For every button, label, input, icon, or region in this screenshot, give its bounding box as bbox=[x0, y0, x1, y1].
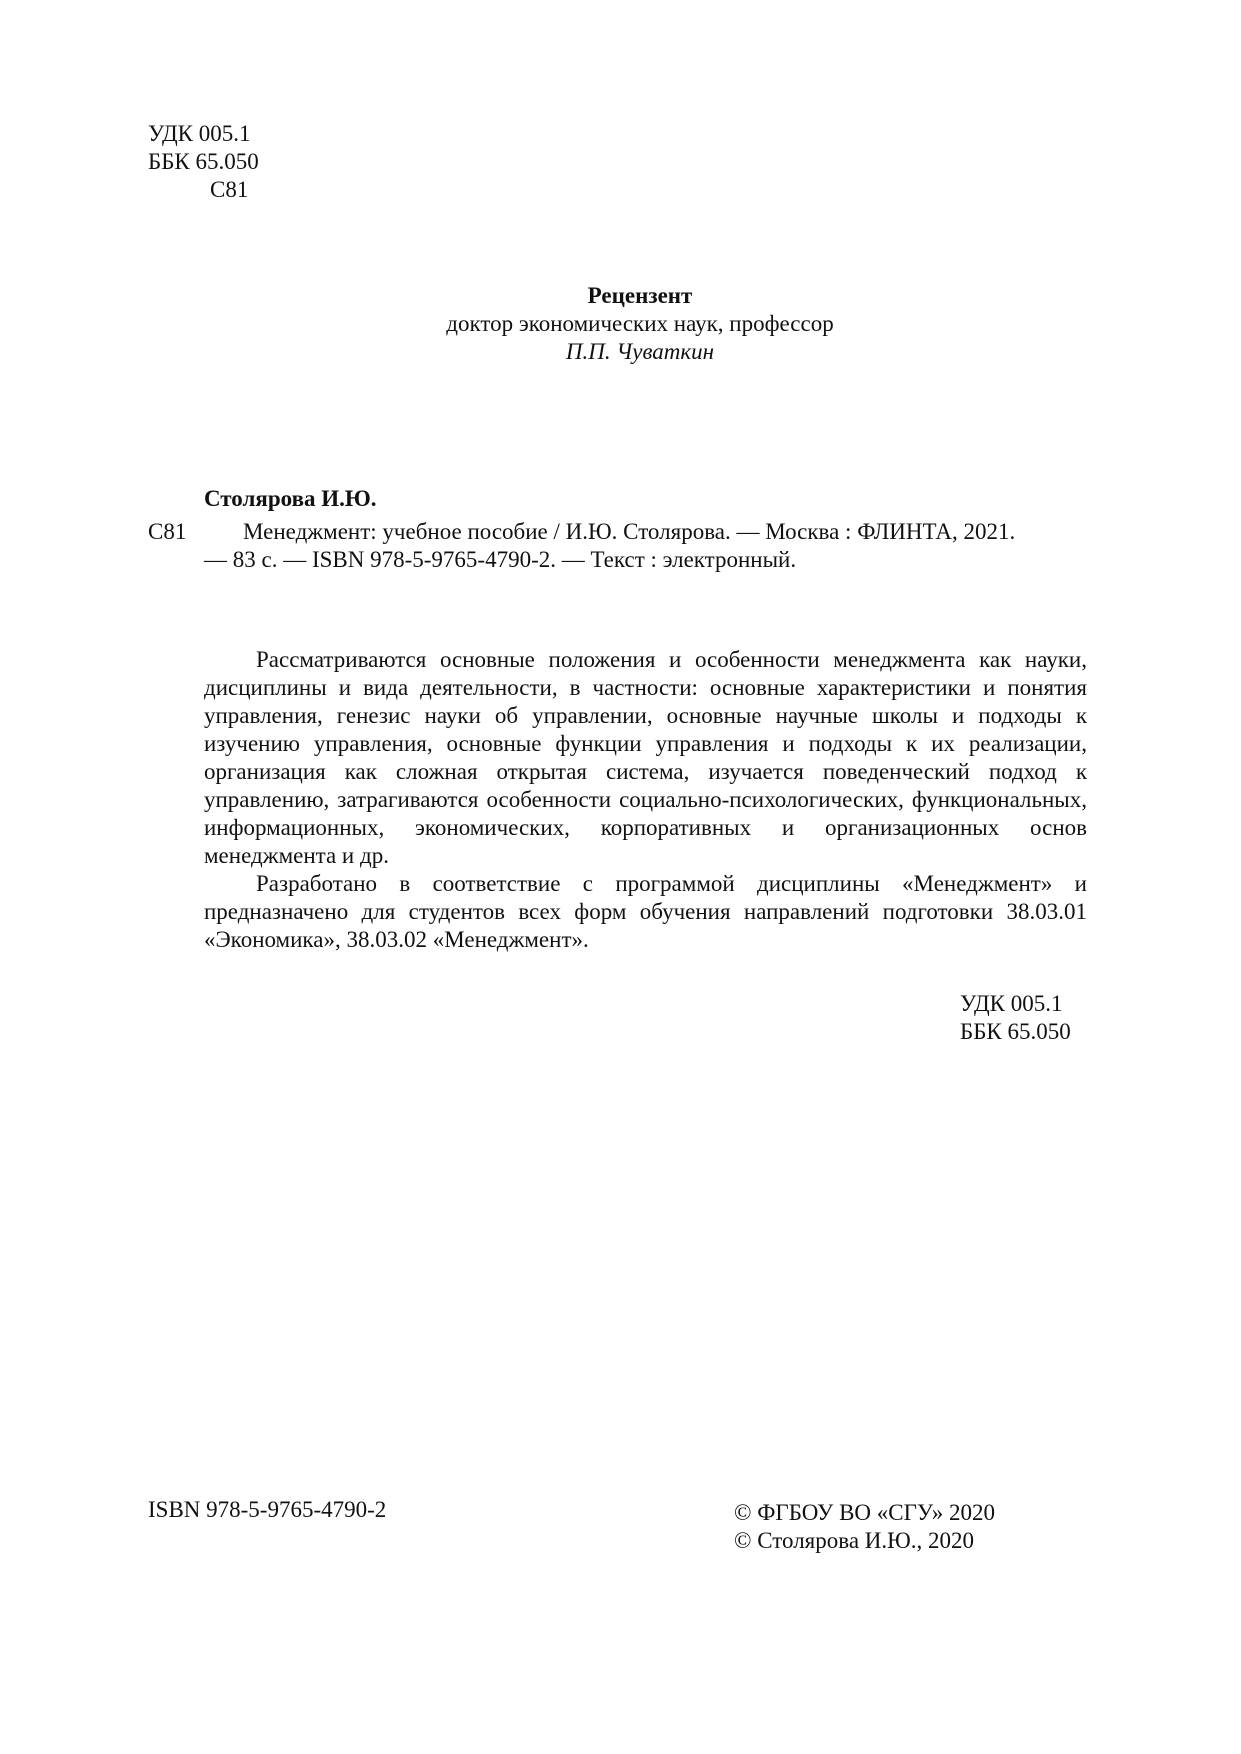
abstract bbox=[204, 646, 1087, 954]
classification-top bbox=[148, 120, 259, 204]
udk-code: УДК 005.1 bbox=[960, 991, 1063, 1016]
reviewer-heading: Рецензент bbox=[587, 283, 693, 308]
bbk-code: ББК 65.050 bbox=[148, 149, 259, 174]
copyright-org: © ФГБОУ ВО «СГУ» 2020 bbox=[734, 1500, 996, 1525]
reviewer-name: П.П. Чуваткин bbox=[565, 339, 715, 364]
bib-record-line-2: — 83 с. — ISBN 978-5-9765-4790-2. — Текст : электронный. bbox=[204, 547, 797, 572]
isbn: ISBN 978-5-9765-4790-2 bbox=[148, 1497, 387, 1522]
bib-record-line-1: Менеджмент: учебное пособие / И.Ю. Столярова. — Москва : ФЛИНТА, 2021. bbox=[243, 519, 1016, 544]
copyright-author: © Столярова И.Ю., 2020 bbox=[734, 1528, 975, 1553]
reviewer-block bbox=[300, 282, 980, 366]
classification-bottom bbox=[960, 990, 1071, 1046]
abstract-paragraph: Рассматриваются основные положения и особенности менеджмента как науки, дисциплины и вида деятельности, в частности: основные характеристики и понятия управления, генезис науки об управлении, основные научные школы и подходы к изучению управления, основные функции управления и подходы к их реализации, организация как сложная открытая система, изучается поведенческий подход к управлению, затрагиваются особенности социально-психологических, функциональных, информационных, экономических, корпоративных и организационных основ менеджмента и др. bbox=[204, 647, 1087, 868]
udk-code: УДК 005.1 bbox=[148, 121, 251, 146]
bib-cutter: С81 bbox=[148, 519, 187, 544]
cutter-code: С81 bbox=[210, 177, 249, 202]
bib-author: Столярова И.Ю. bbox=[204, 486, 377, 511]
abstract-paragraph: Разработано в соответствие с программой дисциплины «Менеджмент» и предназначено для студентов всех форм обучения направлений подготовки 38.03.01 «Экономика», 38.03.02 «Менеджмент». bbox=[204, 871, 1087, 952]
reviewer-credentials: доктор экономических наук, профессор bbox=[446, 311, 834, 336]
copyright-block bbox=[734, 1499, 995, 1555]
bbk-code: ББК 65.050 bbox=[960, 1019, 1071, 1044]
